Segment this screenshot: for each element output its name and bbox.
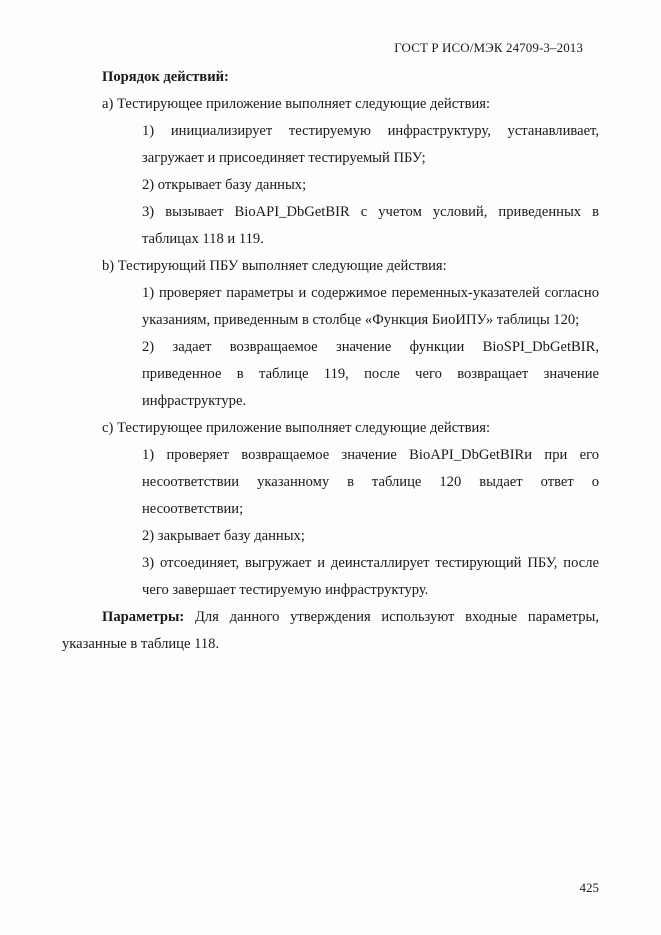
parameters-label: Параметры: (102, 609, 185, 625)
parameters-paragraph (62, 604, 599, 658)
section-a-label: a) Тестирующее приложение выполняет следующие действия: (102, 96, 491, 112)
section-c-item-2: 2) закрывает базу данных; (142, 528, 305, 544)
section-b-item-2: 2) задает возвращаемое значение функции BioSPI_DbGetBIR, приведенное в таблице 119, после чего возвращает значение инфраструктуре. (142, 339, 599, 409)
section-a-item-2: 2) открывает базу данных; (142, 177, 307, 193)
section-c-item-1: 1) проверяет возвращаемое значение BioAPI_DbGetBIRи при его несоответствии указанному в таблице 120 выдает ответ о несоответствии; (142, 447, 599, 517)
section-b-label: b) Тестирующий ПБУ выполняет следующие действия: (102, 258, 447, 274)
document-body (62, 64, 599, 658)
parameters-text: Для данного утверждения используют входные параметры, указанные в таблице 118. (62, 609, 599, 652)
section-b-item-1: 1) проверяет параметры и содержимое переменных-указателей согласно указаниям, приведенным в столбце «Функция БиоИПУ» таблицы 120; (142, 285, 599, 328)
section-a-item-1: 1) инициализирует тестируемую инфраструктуру, устанавливает, загружает и присоединяет тестируемый ПБУ; (142, 123, 599, 166)
section-a-item-3: 3) вызывает BioAPI_DbGetBIR с учетом условий, приведенных в таблицах 118 и 119. (142, 204, 599, 247)
section-c-item-3: 3) отсоединяет, выгружает и деинсталлирует тестирующий ПБУ, после чего завершает тестируемую инфраструктуру. (142, 555, 599, 598)
section-c-label: c) Тестирующее приложение выполняет следующие действия: (102, 420, 491, 436)
procedure-heading: Порядок действий: (102, 69, 229, 85)
standard-header: ГОСТ Р ИСО/МЭК 24709-3–2013 (394, 40, 583, 55)
page-number: 425 (579, 880, 599, 895)
